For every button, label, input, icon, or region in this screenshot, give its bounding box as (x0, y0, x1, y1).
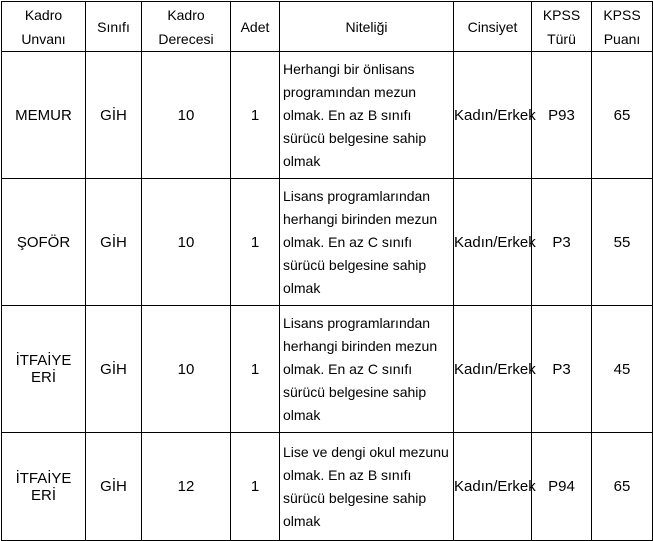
header-sinifi: Sınıfı (86, 2, 142, 52)
table-row (2, 306, 653, 433)
cell-cinsiyet: Kadın/Erkek (454, 433, 532, 541)
cell-kpss-puani: 65 (592, 52, 653, 179)
cell-kpss-turu: P93 (532, 52, 592, 179)
cell-sinifi: GİH (86, 179, 142, 306)
cell-kpss-puani: 45 (592, 306, 653, 433)
cell-nitelik: Herhangi bir önlisans programından mezun olmak. En az B sınıfı sürücü belgesine sahip olmak (280, 52, 454, 179)
cell-kpss-turu: P3 (532, 179, 592, 306)
cell-unvan: İTFAİYE ERİ (2, 306, 86, 433)
cell-nitelik: Lise ve dengi okul mezunu olmak. En az B sınıfı sürücü belgesine sahip olmak (280, 433, 454, 541)
cell-unvan: İTFAİYE ERİ (2, 433, 86, 541)
table-row (2, 52, 653, 179)
header-cinsiyet: Cinsiyet (454, 2, 532, 52)
header-niteligi: Niteliği (280, 2, 454, 52)
cell-sinifi: GİH (86, 52, 142, 179)
cell-adet: 1 (231, 179, 280, 306)
cell-sinifi: GİH (86, 306, 142, 433)
cell-kpss-turu: P94 (532, 433, 592, 541)
cell-adet: 1 (231, 52, 280, 179)
cell-unvan: MEMUR (2, 52, 86, 179)
cell-nitelik: Lisans programlarından herhangi birinden mezun olmak. En az C sınıfı sürücü belgesine sahip olmak (280, 179, 454, 306)
header-kadro-unvani: Kadro Unvanı (2, 2, 86, 52)
cell-derece: 10 (142, 52, 231, 179)
header-row (2, 2, 653, 52)
cell-nitelik: Lisans programlarından herhangi birinden mezun olmak. En az C sınıfı sürücü belgesine sahip olmak (280, 306, 454, 433)
cell-derece: 10 (142, 179, 231, 306)
kadro-table (1, 1, 653, 541)
cell-kpss-puani: 65 (592, 433, 653, 541)
cell-kpss-puani: 55 (592, 179, 653, 306)
header-kpss-turu: KPSS Türü (532, 2, 592, 52)
cell-adet: 1 (231, 306, 280, 433)
header-adet: Adet (231, 2, 280, 52)
header-kadro-derecesi: Kadro Derecesi (142, 2, 231, 52)
table-row (2, 179, 653, 306)
cell-kpss-turu: P3 (532, 306, 592, 433)
cell-adet: 1 (231, 433, 280, 541)
cell-derece: 10 (142, 306, 231, 433)
table-row (2, 433, 653, 541)
cell-cinsiyet: Kadın/Erkek (454, 179, 532, 306)
cell-cinsiyet: Kadın/Erkek (454, 306, 532, 433)
cell-sinifi: GİH (86, 433, 142, 541)
cell-cinsiyet: Kadın/Erkek (454, 52, 532, 179)
header-kpss-puani: KPSS Puanı (592, 2, 653, 52)
cell-unvan: ŞOFÖR (2, 179, 86, 306)
cell-derece: 12 (142, 433, 231, 541)
